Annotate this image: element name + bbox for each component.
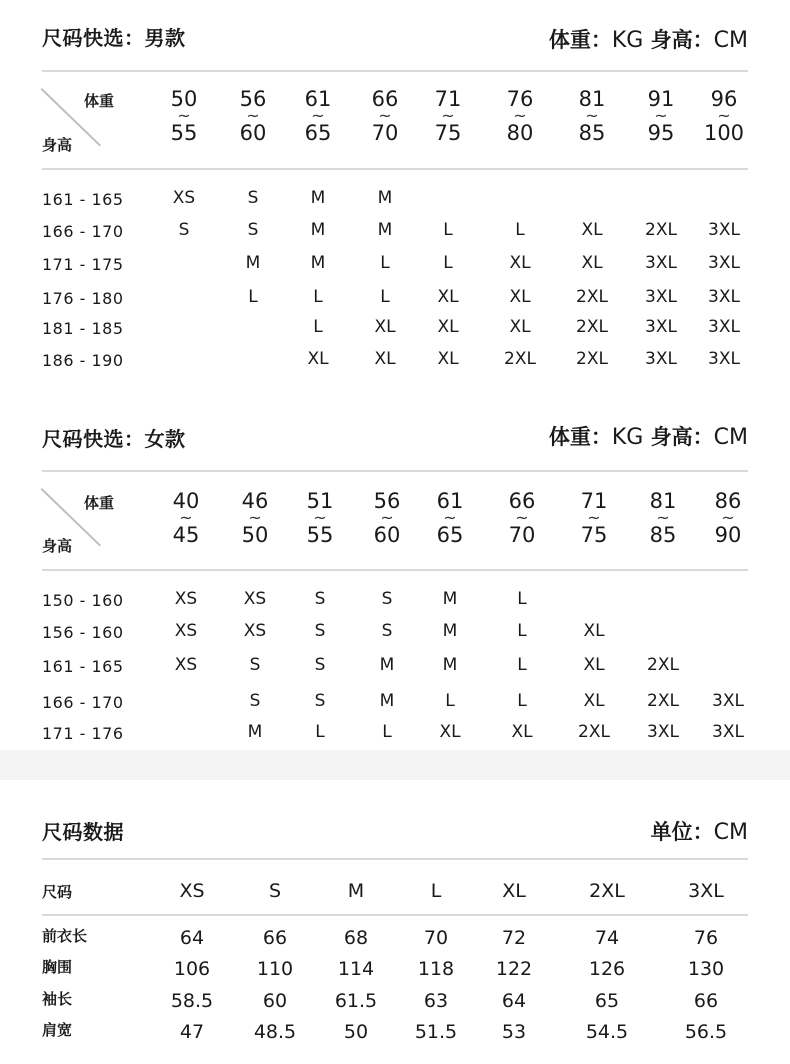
size-cell: XS: [243, 621, 267, 641]
range-tilde: ~: [246, 106, 260, 125]
size-cell: L: [313, 317, 323, 337]
men-section-title: 尺码快选：男款: [42, 26, 186, 50]
size-cell: 3XL: [708, 349, 740, 369]
size-data-top-divider: [42, 858, 748, 860]
height-range-label: 166 - 170: [42, 222, 124, 241]
size-cell: XL: [581, 253, 603, 273]
weight-range-max: 50: [241, 523, 269, 547]
size-cell: M: [442, 655, 458, 675]
size-cell: 2XL: [576, 317, 608, 337]
size-cell: M: [442, 621, 458, 641]
size-cell: 3XL: [647, 722, 679, 742]
height-range-label: 156 - 160: [42, 623, 124, 642]
weight-range-max: 60: [239, 121, 267, 145]
measurement-value: 66: [693, 990, 719, 1012]
size-column-header: XS: [179, 880, 205, 902]
size-column-header: M: [347, 880, 365, 902]
measurement-value: 122: [495, 958, 533, 980]
size-cell: XS: [174, 589, 198, 609]
height-unit: CM: [713, 28, 748, 53]
weight-unit: KG: [611, 425, 644, 450]
weight-range-min: 71: [580, 489, 608, 513]
measurement-value: 64: [501, 990, 527, 1012]
size-cell: M: [310, 220, 326, 240]
weight-range-max: 95: [647, 121, 675, 145]
measurement-value: 58.5: [170, 990, 214, 1012]
size-cell: XL: [511, 722, 533, 742]
size-cell: XL: [509, 253, 531, 273]
weight-unit-prefix: 体重：: [548, 425, 612, 449]
measurement-value: 74: [594, 927, 620, 949]
size-cell: XL: [437, 317, 459, 337]
size-cell: XL: [437, 349, 459, 369]
measurement-value: 63: [423, 990, 449, 1012]
size-cell: L: [515, 220, 525, 240]
size-cell: 3XL: [645, 317, 677, 337]
weight-range-max: 85: [578, 121, 606, 145]
size-cell: L: [517, 621, 527, 641]
size-cell: L: [315, 722, 325, 742]
measurement-value: 61.5: [334, 990, 378, 1012]
size-cell: 3XL: [708, 317, 740, 337]
range-tilde: ~: [380, 508, 394, 527]
size-cell: 3XL: [712, 722, 744, 742]
range-tilde: ~: [248, 508, 262, 527]
weight-range-max: 75: [434, 121, 462, 145]
weight-unit-prefix: 体重：: [548, 28, 612, 52]
measurement-value: 47: [179, 1021, 205, 1043]
weight-range-max: 60: [373, 523, 401, 547]
measurement-value: 68: [343, 927, 369, 949]
height-range-label: 161 - 165: [42, 657, 124, 676]
height-unit-prefix: 身高：: [643, 425, 714, 449]
size-cell: L: [380, 253, 390, 273]
measurement-value: 76: [693, 927, 719, 949]
size-cell: XS: [172, 188, 196, 208]
size-cell: L: [517, 691, 527, 711]
size-cell: 3XL: [708, 287, 740, 307]
height-range-label: 186 - 190: [42, 351, 124, 370]
size-cell: M: [377, 188, 393, 208]
size-cell: 2XL: [504, 349, 536, 369]
weight-range-min: 46: [241, 489, 269, 513]
size-cell: 2XL: [576, 349, 608, 369]
weight-range-max: 80: [506, 121, 534, 145]
weight-range-min: 81: [649, 489, 677, 513]
size-cell: 3XL: [645, 253, 677, 273]
weight-range-max: 55: [170, 121, 198, 145]
men-header-top-divider: [42, 70, 748, 72]
measurement-value: 50: [343, 1021, 369, 1043]
size-cell: 2XL: [578, 722, 610, 742]
measurement-value: 118: [417, 958, 455, 980]
measurement-value: 106: [173, 958, 211, 980]
size-cell: S: [314, 655, 326, 675]
women-corner-weight-label: 体重: [84, 494, 115, 512]
measurement-value: 51.5: [414, 1021, 458, 1043]
size-cell: L: [517, 589, 527, 609]
range-tilde: ~: [513, 106, 527, 125]
size-cell: XL: [583, 621, 605, 641]
size-cell: XL: [583, 655, 605, 675]
unit-prefix: 单位：: [650, 820, 714, 844]
size-cell: M: [310, 253, 326, 273]
range-tilde: ~: [587, 508, 601, 527]
measurement-value: 65: [594, 990, 620, 1012]
size-cell: L: [313, 287, 323, 307]
size-cell: L: [517, 655, 527, 675]
measurement-value: 72: [501, 927, 527, 949]
size-cell: XL: [374, 317, 396, 337]
size-cell: M: [377, 220, 393, 240]
size-cell: M: [247, 722, 263, 742]
size-cell: XL: [307, 349, 329, 369]
size-column-header: XL: [502, 880, 526, 902]
height-range-label: 161 - 165: [42, 190, 124, 209]
weight-range-min: 51: [306, 489, 334, 513]
weight-range-max: 70: [508, 523, 536, 547]
weight-range-min: 56: [373, 489, 401, 513]
weight-range-max: 65: [436, 523, 464, 547]
height-unit: CM: [713, 425, 748, 450]
weight-range-min: 50: [170, 87, 198, 111]
range-tilde: ~: [443, 508, 457, 527]
size-data-unit-note: [651, 816, 748, 846]
weight-range-max: 90: [714, 523, 742, 547]
size-cell: S: [314, 621, 326, 641]
size-cell: L: [380, 287, 390, 307]
range-tilde: ~: [313, 508, 327, 527]
measurement-value: 53: [501, 1021, 527, 1043]
range-tilde: ~: [656, 508, 670, 527]
measurement-label: 胸围: [42, 958, 73, 976]
measurement-value: 56.5: [684, 1021, 728, 1043]
size-cell: L: [443, 220, 453, 240]
size-column-header: 2XL: [589, 880, 625, 902]
height-range-label: 171 - 175: [42, 255, 124, 274]
measurement-value: 54.5: [585, 1021, 629, 1043]
size-cell: S: [247, 188, 259, 208]
measurement-value: 110: [256, 958, 294, 980]
measurement-value: 64: [179, 927, 205, 949]
size-cell: S: [314, 589, 326, 609]
size-cell: XS: [243, 589, 267, 609]
height-unit-prefix: 身高：: [643, 28, 714, 52]
size-cell: XL: [509, 287, 531, 307]
weight-range-max: 85: [649, 523, 677, 547]
measurement-value: 60: [262, 990, 288, 1012]
size-cell: S: [247, 220, 259, 240]
unit-value: CM: [713, 820, 748, 845]
size-cell: 3XL: [708, 253, 740, 273]
measurement-label: 前衣长: [42, 927, 88, 945]
size-cell: XL: [509, 317, 531, 337]
range-tilde: ~: [654, 106, 668, 125]
size-cell: 3XL: [708, 220, 740, 240]
measurement-value: 114: [337, 958, 375, 980]
weight-range-min: 76: [506, 87, 534, 111]
size-cell: XL: [374, 349, 396, 369]
range-tilde: ~: [721, 508, 735, 527]
weight-range-max: 55: [306, 523, 334, 547]
weight-range-min: 40: [172, 489, 200, 513]
size-cell: M: [379, 691, 395, 711]
weight-range-min: 86: [714, 489, 742, 513]
size-cell: S: [249, 655, 261, 675]
weight-range-min: 56: [239, 87, 267, 111]
size-cell: M: [442, 589, 458, 609]
range-tilde: ~: [179, 508, 193, 527]
weight-unit: KG: [611, 28, 644, 53]
size-data-header-divider: [42, 914, 748, 916]
size-cell: 3XL: [645, 287, 677, 307]
weight-range-min: 61: [436, 489, 464, 513]
height-range-label: 181 - 185: [42, 319, 124, 338]
weight-range-max: 70: [371, 121, 399, 145]
height-range-label: 150 - 160: [42, 591, 124, 610]
measurement-value: 126: [588, 958, 626, 980]
size-column-header: 3XL: [688, 880, 724, 902]
height-range-label: 171 - 176: [42, 724, 124, 743]
women-header-top-divider: [42, 470, 748, 472]
size-cell: S: [314, 691, 326, 711]
size-cell: S: [178, 220, 190, 240]
size-cell: XL: [581, 220, 603, 240]
measurement-value: 130: [687, 958, 725, 980]
weight-range-min: 71: [434, 87, 462, 111]
size-cell: XL: [439, 722, 461, 742]
weight-range-max: 45: [172, 523, 200, 547]
measurement-value: 70: [423, 927, 449, 949]
size-cell: M: [310, 188, 326, 208]
men-corner-weight-label: 体重: [84, 92, 115, 110]
range-tilde: ~: [515, 508, 529, 527]
height-range-label: 176 - 180: [42, 289, 124, 308]
range-tilde: ~: [441, 106, 455, 125]
size-cell: XL: [583, 691, 605, 711]
weight-range-max: 100: [703, 121, 745, 145]
size-cell: S: [381, 621, 393, 641]
section-gap: [0, 750, 790, 780]
weight-range-min: 96: [710, 87, 738, 111]
women-corner-height-label: 身高: [42, 537, 73, 555]
size-cell: 2XL: [645, 220, 677, 240]
size-cell: XS: [174, 621, 198, 641]
measurement-value: 48.5: [253, 1021, 297, 1043]
size-header-label: 尺码: [42, 883, 73, 901]
size-cell: L: [248, 287, 258, 307]
women-section-title: 尺码快选：女款: [42, 427, 186, 451]
size-column-header: L: [430, 880, 442, 902]
height-range-label: 166 - 170: [42, 693, 124, 712]
weight-range-max: 75: [580, 523, 608, 547]
weight-range-min: 61: [304, 87, 332, 111]
measurement-value: 66: [262, 927, 288, 949]
range-tilde: ~: [585, 106, 599, 125]
women-unit-note: [549, 421, 748, 451]
weight-range-max: 65: [304, 121, 332, 145]
men-unit-note: [549, 24, 748, 54]
size-cell: M: [245, 253, 261, 273]
size-column-header: S: [268, 880, 282, 902]
size-cell: 3XL: [645, 349, 677, 369]
range-tilde: ~: [177, 106, 191, 125]
size-cell: L: [382, 722, 392, 742]
women-header-bottom-divider: [42, 569, 748, 571]
size-cell: XL: [437, 287, 459, 307]
weight-range-min: 66: [508, 489, 536, 513]
size-cell: 2XL: [576, 287, 608, 307]
men-corner-height-label: 身高: [42, 136, 73, 154]
range-tilde: ~: [717, 106, 731, 125]
size-cell: 2XL: [647, 655, 679, 675]
size-cell: M: [379, 655, 395, 675]
measurement-label: 袖长: [42, 990, 73, 1008]
weight-range-min: 91: [647, 87, 675, 111]
men-header-bottom-divider: [42, 168, 748, 170]
measurement-label: 肩宽: [42, 1021, 73, 1039]
weight-range-min: 66: [371, 87, 399, 111]
size-cell: 3XL: [712, 691, 744, 711]
size-cell: 2XL: [647, 691, 679, 711]
size-cell: L: [443, 253, 453, 273]
weight-range-min: 81: [578, 87, 606, 111]
size-cell: L: [445, 691, 455, 711]
range-tilde: ~: [378, 106, 392, 125]
size-data-title: 尺码数据: [42, 820, 124, 844]
size-cell: S: [381, 589, 393, 609]
range-tilde: ~: [311, 106, 325, 125]
size-cell: S: [249, 691, 261, 711]
size-cell: XS: [174, 655, 198, 675]
